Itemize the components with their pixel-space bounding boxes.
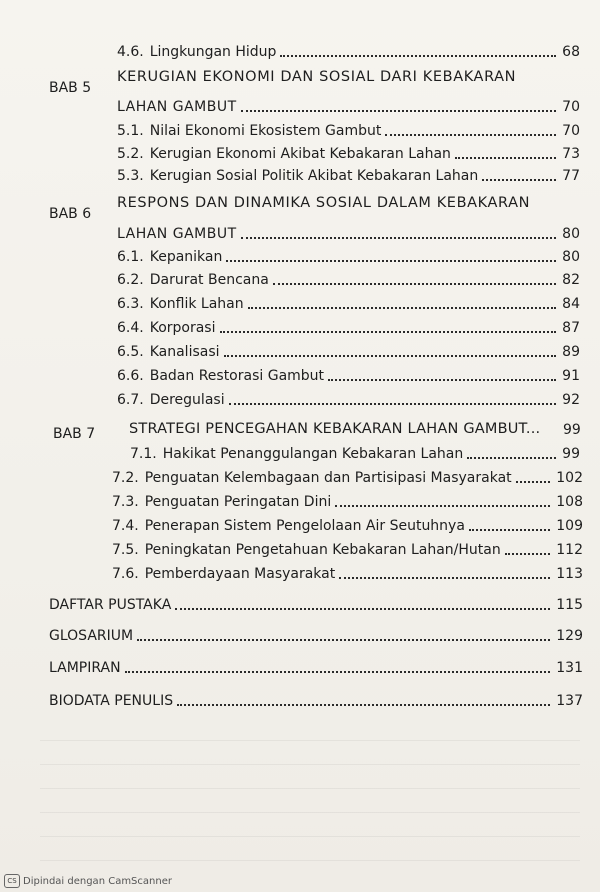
toc-entry xyxy=(117,272,580,288)
entry-label: Deregulasi xyxy=(149,392,225,408)
entry-page: 77 xyxy=(562,168,580,184)
entry-label: Pemberdayaan Masyarakat xyxy=(144,566,336,582)
entry-page: 92 xyxy=(562,392,580,408)
chapter-label: BAB 5 xyxy=(49,80,92,96)
toc-entry xyxy=(117,320,580,336)
entry-label: Konflik Lahan xyxy=(149,296,244,312)
leader-dots xyxy=(516,481,551,483)
leader-dots xyxy=(177,704,550,706)
toc-entry xyxy=(117,344,580,360)
toc-entry xyxy=(117,296,580,312)
toc-entry xyxy=(112,542,583,558)
entry-number: 6.6. xyxy=(117,368,144,384)
chapter-label: BAB 7 xyxy=(53,426,96,442)
toc-entry xyxy=(130,446,580,462)
leader-dots xyxy=(385,134,556,136)
toc-entry xyxy=(117,392,580,408)
leader-dots xyxy=(224,355,557,357)
entry-label: Kanalisasi xyxy=(149,344,220,360)
entry-page: 115 xyxy=(556,597,583,613)
watermark-text: Dipindai dengan CamScanner xyxy=(23,875,172,887)
toc-entry-glosarium xyxy=(49,628,583,644)
scanner-watermark xyxy=(4,874,172,888)
toc-entry xyxy=(117,368,580,384)
entry-page: 102 xyxy=(556,470,583,486)
leader-dots xyxy=(505,553,551,555)
chapter-page: 70 xyxy=(562,99,580,115)
entry-number: 6.1. xyxy=(117,249,144,265)
chapter-label: BAB 6 xyxy=(49,206,92,222)
camscanner-icon: CS xyxy=(4,874,20,888)
entry-number: 7.1. xyxy=(130,446,157,462)
entry-label: Hakikat Penanggulangan Kebakaran Lahan xyxy=(162,446,464,462)
entry-label: Nilai Ekonomi Ekosistem Gambut xyxy=(149,123,382,139)
entry-page: 109 xyxy=(556,518,583,534)
leader-dots xyxy=(273,283,556,285)
chapter-title-line xyxy=(117,99,580,115)
entry-label: Korporasi xyxy=(149,320,216,336)
entry-page: 84 xyxy=(562,296,580,312)
chapter-title-cont: LAHAN GAMBUT xyxy=(117,226,237,242)
entry-label: Lingkungan Hidup xyxy=(149,44,277,60)
leader-dots xyxy=(241,237,557,239)
leader-dots xyxy=(248,307,557,309)
toc-entry xyxy=(117,249,580,265)
entry-page: 73 xyxy=(562,146,580,162)
entry-page: 108 xyxy=(556,494,583,510)
entry-page: 113 xyxy=(556,566,583,582)
entry-number: 5.2. xyxy=(117,146,144,162)
entry-page: 112 xyxy=(556,542,583,558)
leader-dots xyxy=(455,157,556,159)
chapter-page: 99 xyxy=(563,422,581,438)
entry-label: Penerapan Sistem Pengelolaan Air Seutuhnya xyxy=(144,518,465,534)
toc-entry-lampiran xyxy=(49,660,583,676)
toc-entry xyxy=(112,494,583,510)
chapter-title: STRATEGI PENCEGAHAN KEBAKARAN LAHAN GAMBUT... xyxy=(129,421,541,437)
leader-dots xyxy=(469,529,550,531)
entry-number: 7.5. xyxy=(112,542,139,558)
entry-label: Penguatan Kelembagaan dan Partisipasi Masyarakat xyxy=(144,470,512,486)
entry-number: 6.7. xyxy=(117,392,144,408)
entry-number: 5.3. xyxy=(117,168,144,184)
entry-label: Badan Restorasi Gambut xyxy=(149,368,325,384)
leader-dots xyxy=(226,260,556,262)
leader-dots xyxy=(175,608,550,610)
entry-label: Penguatan Peringatan Dini xyxy=(144,494,332,510)
leader-dots xyxy=(280,55,556,57)
leader-dots xyxy=(335,505,550,507)
entry-label: Kepanikan xyxy=(149,249,223,265)
entry-page: 99 xyxy=(562,446,580,462)
entry-number: 5.1. xyxy=(117,123,144,139)
entry-label: Peningkatan Pengetahuan Kebakaran Lahan/Hutan xyxy=(144,542,501,558)
chapter-title: RESPONS DAN DINAMIKA SOSIAL DALAM KEBAKARAN xyxy=(117,195,531,211)
entry-number: 7.6. xyxy=(112,566,139,582)
entry-number: 7.3. xyxy=(112,494,139,510)
entry-page: 91 xyxy=(562,368,580,384)
entry-number: 6.4. xyxy=(117,320,144,336)
entry-page: 70 xyxy=(562,123,580,139)
entry-number: 7.4. xyxy=(112,518,139,534)
entry-number: 6.2. xyxy=(117,272,144,288)
leader-dots xyxy=(328,379,556,381)
entry-page: 82 xyxy=(562,272,580,288)
toc-entry-daftar-pustaka xyxy=(49,597,583,613)
entry-label: BIODATA PENULIS xyxy=(49,693,174,709)
entry-page: 80 xyxy=(562,249,580,265)
toc-entry xyxy=(117,146,580,162)
toc-entry xyxy=(112,566,583,582)
toc-entry xyxy=(117,123,580,139)
toc-entry xyxy=(117,168,580,184)
chapter-title-cont: LAHAN GAMBUT xyxy=(117,99,237,115)
entry-label: Darurat Bencana xyxy=(149,272,269,288)
toc-entry xyxy=(112,470,583,486)
chapter-title-line xyxy=(117,226,580,242)
leader-dots xyxy=(125,671,551,673)
leader-dots xyxy=(220,331,557,333)
chapter-page: 80 xyxy=(562,226,580,242)
leader-dots xyxy=(467,457,556,459)
entry-page: 131 xyxy=(556,660,583,676)
toc-entry xyxy=(112,518,583,534)
entry-page: 137 xyxy=(556,693,583,709)
entry-number: 7.2. xyxy=(112,470,139,486)
toc-entry-biodata-penulis xyxy=(49,693,583,709)
entry-label: DAFTAR PUSTAKA xyxy=(49,597,172,613)
toc-entry xyxy=(117,44,580,60)
leader-dots xyxy=(229,403,557,405)
entry-label: LAMPIRAN xyxy=(49,660,121,676)
entry-page: 129 xyxy=(556,628,583,644)
entry-page: 68 xyxy=(562,44,580,60)
entry-number: 6.5. xyxy=(117,344,144,360)
leader-dots xyxy=(339,577,550,579)
leader-dots xyxy=(241,110,557,112)
chapter-title: KERUGIAN EKONOMI DAN SOSIAL DARI KEBAKARAN xyxy=(117,69,517,85)
entry-label: Kerugian Sosial Politik Akibat Kebakaran Lahan xyxy=(149,168,479,184)
entry-page: 89 xyxy=(562,344,580,360)
entry-number: 6.3. xyxy=(117,296,144,312)
entry-page: 87 xyxy=(562,320,580,336)
leader-dots xyxy=(137,639,550,641)
bleed-through-texture xyxy=(40,722,580,872)
entry-number: 4.6. xyxy=(117,44,144,60)
leader-dots xyxy=(482,179,556,181)
entry-label: GLOSARIUM xyxy=(49,628,134,644)
entry-label: Kerugian Ekonomi Akibat Kebakaran Lahan xyxy=(149,146,451,162)
